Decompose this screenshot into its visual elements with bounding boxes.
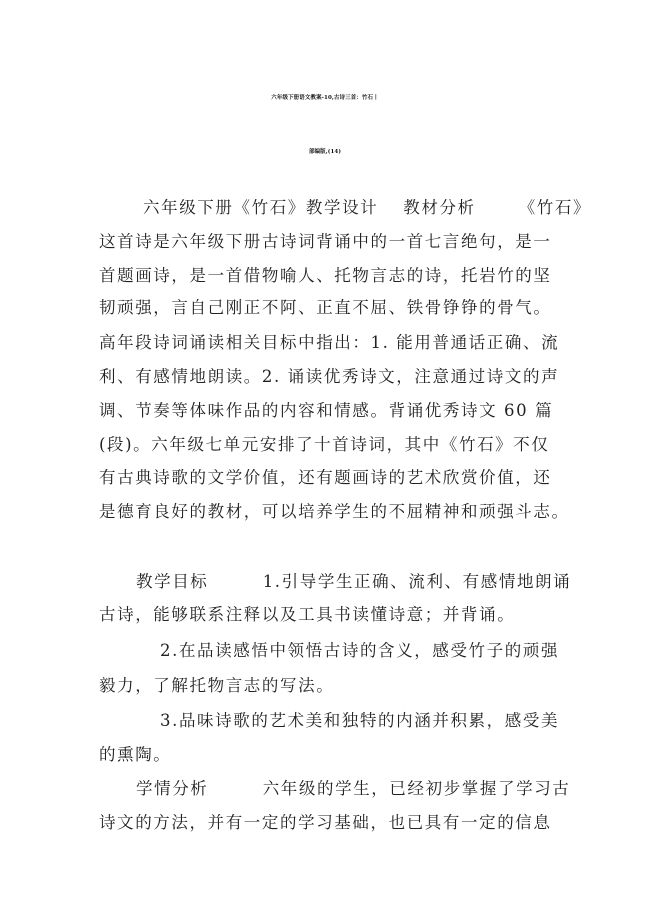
body-line: 的熏陶。: [99, 745, 172, 764]
body-line: 2.在品读感悟中领悟古诗的含义，感受竹子的顽强: [160, 641, 560, 660]
document-title-line-1: 六年级下册语文教案-10,古诗三首：竹石丨: [271, 95, 379, 101]
body-line: 教学目标 1.引导学生正确、流利、有感情地朗诵: [136, 572, 572, 591]
body-line: 学情分析 六年级的学生，已经初步掌握了学习古: [136, 779, 571, 798]
body-line: 诗文的方法，并有一定的学习基础，也已具有一定的信息: [99, 813, 552, 832]
body-line: 六年级下册《竹石》教学设计 教材分析 《竹石》: [143, 198, 592, 217]
body-line: (段)。六年级七单元安排了十首诗词，其中《竹石》不仅: [99, 435, 550, 454]
body-line: 韧顽强，言自己刚正不阿、正直不屈、铁骨铮铮的骨气。: [99, 298, 552, 317]
body-line: 古诗，能够联系注释以及工具书读懂诗意；并背诵。: [99, 605, 516, 624]
body-line: 这首诗是六年级下册古诗词背诵中的一首七言绝句，是一: [99, 232, 552, 251]
body-line: 首题画诗，是一首借物喻人、托物言志的诗，托岩竹的坚: [99, 266, 552, 285]
body-line: 是德育良好的教材，可以培养学生的不屈精神和顽强斗志。: [99, 502, 570, 521]
body-line: 有古典诗歌的文学价值，还有题画诗的艺术欣赏价值，还: [99, 468, 552, 487]
body-line: 调、节奏等体味作品的内容和情感。背诵优秀诗文 60 篇: [99, 401, 554, 420]
body-line: 高年段诗词诵读相关目标中指出：1. 能用普通话正确、流: [99, 333, 560, 352]
body-line: 毅力，了解托物言志的写法。: [99, 676, 335, 695]
body-line: 3.品味诗歌的艺术美和独特的内涵并积累，感受美: [160, 711, 560, 730]
body-line: 利、有感情地朗读。2. 诵读优秀诗文，注意通过诗文的声: [99, 367, 560, 386]
document-title-line-2: 部编版,(14): [308, 149, 342, 155]
